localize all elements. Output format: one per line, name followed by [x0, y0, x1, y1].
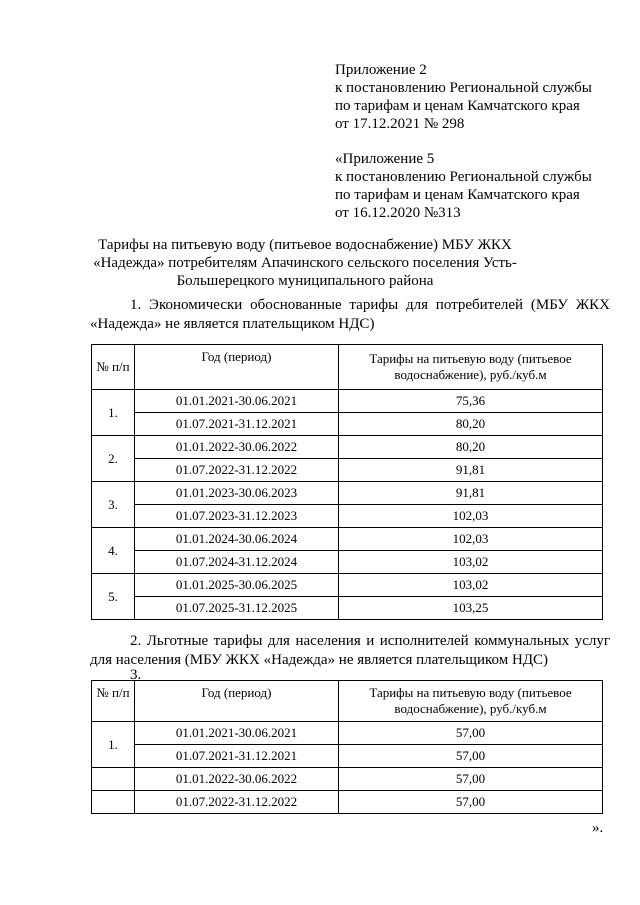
tariff-cell: 57,00: [339, 768, 603, 791]
appendix-5-line: по тарифам и ценам Камчатского края: [335, 187, 580, 203]
tariff-cell: 57,00: [339, 745, 603, 768]
header-tariff: Тарифы на питьевую воду (питьевое водоснабжение), руб./куб.м: [339, 681, 603, 722]
row-number: 5.: [92, 574, 135, 620]
table-row: [92, 505, 603, 528]
table-header-row: [92, 681, 603, 722]
tariff-cell: 80,20: [339, 436, 603, 459]
period-cell: 01.07.2021-31.12.2021: [135, 413, 339, 436]
header-num: № п/п: [92, 345, 135, 390]
appendix-2-header: [335, 61, 592, 133]
period-cell: 01.07.2021-31.12.2021: [135, 745, 339, 768]
tariff-cell: 75,36: [339, 390, 603, 413]
period-cell: 01.07.2025-31.12.2025: [135, 597, 339, 620]
period-cell: 01.01.2021-30.06.2021: [135, 390, 339, 413]
appendix-2-line: от 17.12.2021 № 298: [335, 116, 465, 132]
table-row: [92, 390, 603, 413]
tariff-cell: 80,20: [339, 413, 603, 436]
tariff-cell: 91,81: [339, 482, 603, 505]
appendix-2-line: по тарифам и ценам Камчатского края: [335, 98, 580, 114]
tariff-cell: 103,02: [339, 551, 603, 574]
document-title: Тарифы на питьевую воду (питьевое водоснабжение) МБУ ЖКХ «Надежда» потребителям Апачинского сельского поселения Усть- Большерецкого муниципального района: [93, 237, 517, 289]
economic-tariffs-table: [91, 344, 603, 620]
table-row: [92, 482, 603, 505]
table-row: [92, 436, 603, 459]
tariff-cell: 57,00: [339, 722, 603, 745]
table-row: [92, 791, 603, 814]
section-2-text: 2. Льготные тарифы для населения и исполнителей коммунальных услуг для населения (МБУ ЖКХ «Надежда» не является плательщиком НДС): [90, 633, 610, 668]
tariff-cell: 57,00: [339, 791, 603, 814]
tariff-cell: 103,25: [339, 597, 603, 620]
table-row: [92, 574, 603, 597]
period-cell: 01.07.2024-31.12.2024: [135, 551, 339, 574]
table-row: [92, 768, 603, 791]
tariff-cell: 102,03: [339, 505, 603, 528]
table-row: [92, 459, 603, 482]
period-cell: 01.01.2022-30.06.2022: [135, 768, 339, 791]
table-row: [92, 551, 603, 574]
period-cell: 01.07.2023-31.12.2023: [135, 505, 339, 528]
header-period: Год (период): [135, 681, 339, 722]
table-row: [92, 597, 603, 620]
appendix-5-line: к постановлению Региональной службы: [335, 169, 592, 185]
period-cell: 01.01.2023-30.06.2023: [135, 482, 339, 505]
period-cell: 01.01.2022-30.06.2022: [135, 436, 339, 459]
period-cell: 01.01.2024-30.06.2024: [135, 528, 339, 551]
appendix-5-header: [335, 150, 592, 222]
section-1-heading: [90, 296, 610, 334]
header-num: № п/п: [92, 681, 135, 722]
row-number: 3.: [92, 482, 135, 528]
tariff-cell: 91,81: [339, 459, 603, 482]
appendix-2-line: Приложение 2: [335, 62, 427, 78]
period-cell: 01.07.2022-31.12.2022: [135, 459, 339, 482]
table-row: [92, 722, 603, 745]
stray-number: 3.: [130, 667, 142, 683]
section-2-heading: [90, 632, 610, 670]
header-period: Год (период): [135, 345, 339, 390]
closing-quote: ».: [592, 820, 604, 836]
header-tariff: Тарифы на питьевую воду (питьевое водоснабжение), руб./куб.м: [339, 345, 603, 390]
appendix-2-line: к постановлению Региональной службы: [335, 80, 592, 96]
row-number: 4.: [92, 528, 135, 574]
period-cell: 01.01.2021-30.06.2021: [135, 722, 339, 745]
row-number: [92, 791, 135, 814]
appendix-5-line: «Приложение 5: [335, 151, 435, 167]
tariff-cell: 102,03: [339, 528, 603, 551]
row-number: [92, 768, 135, 791]
appendix-5-line: от 16.12.2020 №313: [335, 205, 461, 221]
table-row: [92, 413, 603, 436]
row-number: 1.: [92, 722, 135, 768]
table-row: [92, 528, 603, 551]
period-cell: 01.07.2022-31.12.2022: [135, 791, 339, 814]
period-cell: 01.01.2025-30.06.2025: [135, 574, 339, 597]
section-1-text: 1. Экономически обоснованные тарифы для потребителей (МБУ ЖКХ «Надежда» не является плательщиком НДС): [90, 297, 610, 332]
preferential-tariffs-table: [91, 680, 603, 814]
row-number: 1.: [92, 390, 135, 436]
row-number: 2.: [92, 436, 135, 482]
table-header-row: [92, 345, 603, 390]
tariff-cell: 103,02: [339, 574, 603, 597]
table-row: [92, 745, 603, 768]
